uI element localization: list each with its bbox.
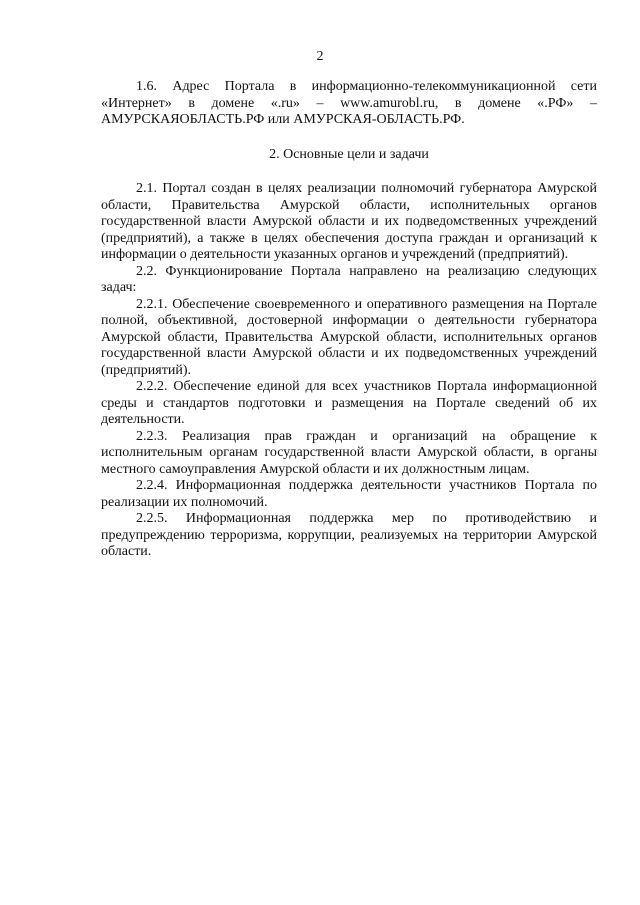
paragraph-2-1: 2.1. Портал создан в целях реализации полномочий губернатора Амурской области, Правительства Амурской области, исполнительных органов государственной власти Амурской области и их подведомственных учреждений (предприятий), а также в целях обеспечения доступа граждан и организаций к информации о деятельности указанных органов и учреждений (предприятий). bbox=[101, 181, 597, 262]
section-heading: 2. Основные цели и задачи bbox=[269, 146, 429, 162]
paragraph-2-2-4: 2.2.4. Информационная поддержка деятельности участников Портала по реализации их полномочий. bbox=[101, 478, 597, 510]
paragraph-2-2-1: 2.2.1. Обеспечение своевременного и оперативного размещения на Портале полной, объективной, достоверной информации о деятельности губернатора Амурской области, Правительства Амурской области, исполнительных органов государственной власти Амурской области и их подведомственных учреждений (предприятий). bbox=[101, 296, 597, 378]
page-number: 2 bbox=[316, 49, 324, 64]
document-body bbox=[101, 79, 597, 561]
paragraph-2-2: 2.2. Функционирование Портала направлено на реализацию следующих задач: bbox=[101, 263, 597, 295]
paragraph-2-2-2: 2.2.2. Обеспечение единой для всех участников Портала информационной среды и стандартов подготовки и размещения на Портале сведений об их деятельности. bbox=[101, 379, 597, 427]
paragraph-2-2-5: 2.2.5. Информационная поддержка мер по противодействию и предупреждению терроризма, коррупции, реализуемых на территории Амурской области. bbox=[101, 511, 597, 559]
paragraph-2-2-3: 2.2.3. Реализация прав граждан и организаций на обращение к исполнительным органам государственной власти Амурской области, в органы местного самоуправления Амурской области и их должностным лицам. bbox=[101, 428, 597, 477]
paragraph-1-6: 1.6. Адрес Портала в информационно-телекоммуникационной сети «Интернет» в домене «.ru» – www.amurobl.ru, в домене «.РФ» – АМУРСКАЯОБЛАСТЬ.РФ или АМУРСКАЯ-ОБЛАСТЬ.РФ. bbox=[101, 79, 597, 127]
